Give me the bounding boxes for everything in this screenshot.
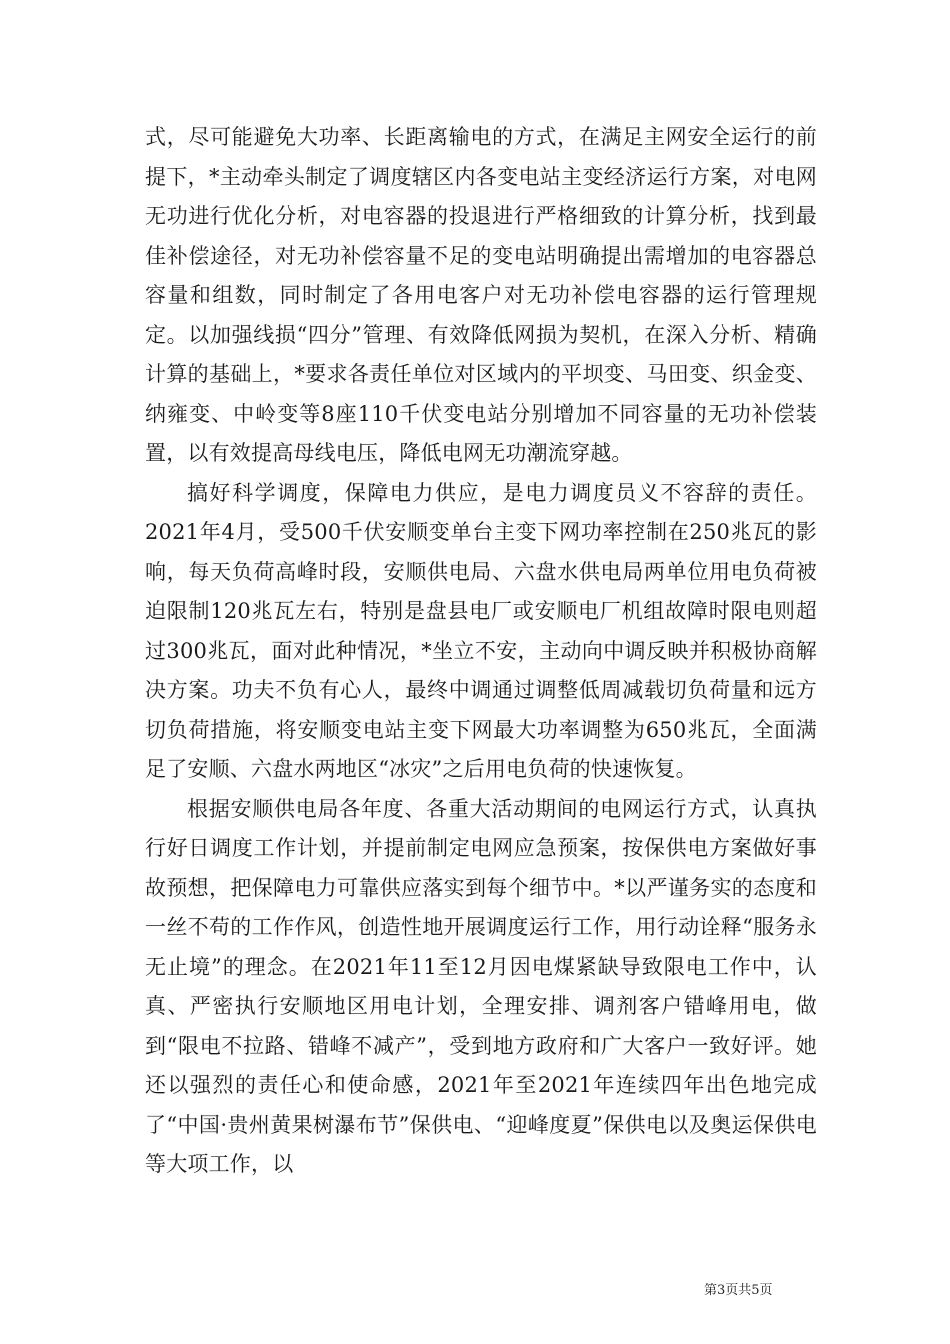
page-number-footer: 第3页共5页	[704, 1283, 773, 1298]
document-body	[145, 118, 817, 1185]
paragraph-operation-plan: 根据安顺供电局各年度、各重大活动期间的电网运行方式，认真执行好日调度工作计划，并提前制定电网应急预案，按保供电方案做好事故预想，把保障电力可靠供应落实到每个细节中。*以严谨务实的态度和一丝不苟的工作作风，创造性地开展调度运行工作，用行动诠释“服务永无止境”的理念。在2021年11至12月因电煤紧缺导致限电工作中，认真、严密执行安顺地区用电计划，全理安排、调剂客户错峰用电，做到“限电不拉路、错峰不减产”，受到地方政府和广大客户一致好评。她还以强烈的责任心和使命感，2021年至2021年连续四年出色地完成了“中国·贵州黄果树瀑布节”保供电、“迎峰度夏”保供电以及奥运保供电等大项工作，以	[145, 796, 817, 1176]
paragraph-dispatch-responsibility: 搞好科学调度，保障电力供应，是电力调度员义不容辞的责任。2021年4月，受500千伏安顺变单台主变下网功率控制在250兆瓦的影响，每天负荷高峰时段，安顺供电局、六盘水供电局两单位用电负荷被迫限制120兆瓦左右，特别是盘县电厂或安顺电厂机组故障时限电则超过300兆瓦，面对此种情况，*坐立不安，主动向中调反映并积极协商解决方案。功夫不负有心人，最终中调通过调整低周减载切负荷量和远方切负荷措施，将安顺变电站主变下网最大功率调整为650兆瓦，全面满足了安顺、六盘水两地区“冰灾”之后用电负荷的快速恢复。	[145, 480, 817, 781]
paragraph-continued: 式，尽可能避免大功率、长距离输电的方式，在满足主网安全运行的前提下，*主动牵头制定了调度辖区内各变电站主变经济运行方案，对电网无功进行优化分析，对电容器的投退进行严格细致的计算分析，找到最佳补偿途径，对无功补偿容量不足的变电站明确提出需增加的电容器总容量和组数，同时制定了各用电客户对无功补偿电容器的运行管理规定。以加强线损“四分”管理、有效降低网损为契机，在深入分析、精确计算的基础上，*要求各责任单位对区域内的平坝变、马田变、织金变、纳雍变、中岭变等8座110千伏变电站分别增加不同容量的无功补偿装置，以有效提高母线电压，降低电网无功潮流穿越。	[145, 125, 817, 465]
